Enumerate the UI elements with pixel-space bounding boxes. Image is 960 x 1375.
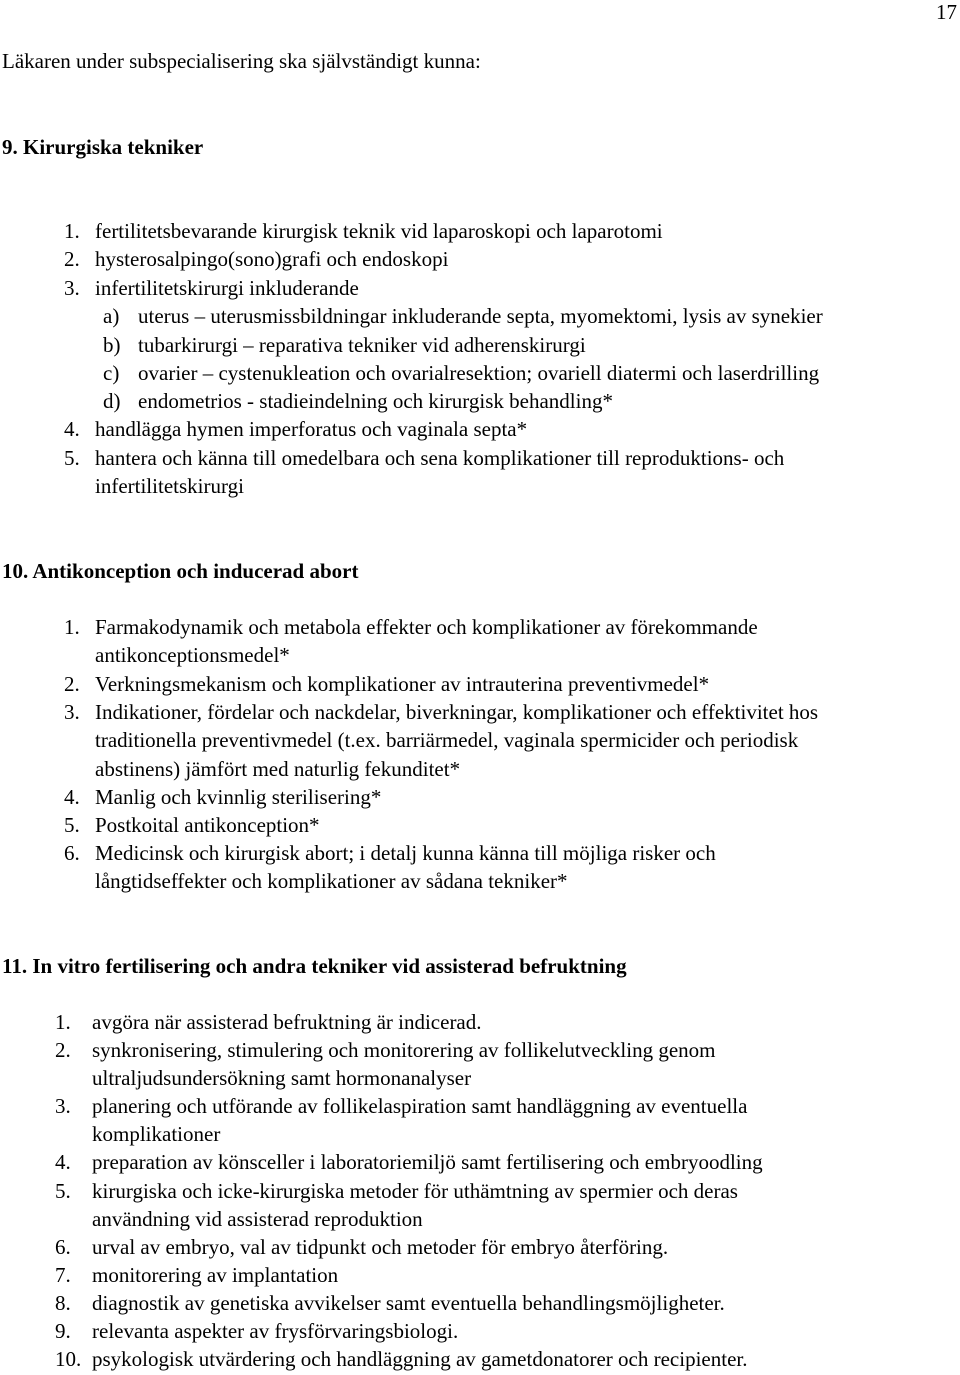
list-item: Indikationer, fördelar och nackdelar, biverkningar, komplikationer och effektivitet hos <box>95 700 819 724</box>
list-item: Medicinsk och kirurgisk abort; i detalj kunna känna till möjliga risker och <box>95 841 716 865</box>
list-item: urval av embryo, val av tidpunkt och metoder för embryo återföring. <box>92 1235 669 1259</box>
sub-item: tubarkirurgi – reparativa tekniker vid adherenskirurgi <box>138 333 586 357</box>
section-heading-9: 9. Kirurgiska tekniker <box>2 135 204 159</box>
section-heading-11: 11. In vitro fertilisering och andra tekniker vid assisterad befruktning <box>2 954 627 978</box>
sub-item: uterus – uterusmissbildningar inkluderande septa, myomektomi, lysis av synekier <box>138 304 823 328</box>
list-item: diagnostik av genetiska avvikelser samt eventuella behandlingsmöjligheter. <box>92 1291 725 1315</box>
list-item-continuation: användning vid assisterad reproduktion <box>92 1207 423 1231</box>
list-item: monitorering av implantation <box>92 1263 339 1287</box>
list-item: hantera och känna till omedelbara och sena komplikationer till reproduktions- och <box>95 446 785 470</box>
list-item-continuation: traditionella preventivmedel (t.ex. barriärmedel, vaginala spermicider och periodisk <box>95 728 799 752</box>
sub-item-letter: d) <box>103 389 121 413</box>
list-item-continuation: ultraljudsundersökning samt hormonanalyser <box>92 1066 472 1090</box>
list-item-number: 9. <box>55 1319 71 1343</box>
list-item-continuation: långtidseffekter och komplikationer av sådana tekniker* <box>95 869 568 893</box>
sub-item-letter: c) <box>103 361 120 385</box>
list-item-continuation: antikonceptionsmedel* <box>95 643 290 667</box>
list-item-number: 5. <box>64 446 80 470</box>
list-item-number: 8. <box>55 1291 71 1315</box>
list-item-number: 6. <box>55 1235 71 1259</box>
list-item: handlägga hymen imperforatus och vaginala septa* <box>95 417 528 441</box>
list-item-number: 4. <box>55 1150 71 1174</box>
list-item-number: 2. <box>64 672 80 696</box>
page-number: 17 <box>936 0 957 24</box>
list-item-continuation: abstinens) jämfört med naturlig fekunditet* <box>95 757 461 781</box>
list-item: fertilitetsbevarande kirurgisk teknik vid laparoskopi och laparotomi <box>95 219 663 243</box>
list-item-number: 3. <box>64 700 80 724</box>
list-item-continuation: komplikationer <box>92 1122 221 1146</box>
list-item-number: 3. <box>64 276 80 300</box>
sub-item: endometrios - stadieindelning och kirurgisk behandling* <box>138 389 613 413</box>
list-item: psykologisk utvärdering och handläggning av gametdonatorer och recipienter. <box>92 1347 748 1371</box>
list-item-number: 6. <box>64 841 80 865</box>
list-item: Manlig och kvinnlig sterilisering* <box>95 785 382 809</box>
sub-item: ovarier – cystenukleation och ovarialresektion; ovariell diatermi och laserdrilling <box>138 361 820 385</box>
list-item-number: 5. <box>64 813 80 837</box>
list-item-number: 4. <box>64 785 80 809</box>
list-item-number: 2. <box>64 247 80 271</box>
list-item-number: 3. <box>55 1094 71 1118</box>
list-item: Postkoital antikonception* <box>95 813 320 837</box>
list-item-number: 10. <box>55 1347 82 1371</box>
list-item-number: 1. <box>64 615 80 639</box>
list-item: synkronisering, stimulering och monitorering av follikelutveckling genom <box>92 1038 716 1062</box>
list-item: kirurgiska och icke-kirurgiska metoder för uthämtning av spermier och deras <box>92 1179 738 1203</box>
list-item-number: 4. <box>64 417 80 441</box>
list-item: relevanta aspekter av frysförvaringsbiologi. <box>92 1319 459 1343</box>
section-heading-10: 10. Antikonception och inducerad abort <box>2 559 359 583</box>
list-item: infertilitetskirurgi inkluderande <box>95 276 359 300</box>
list-item-number: 1. <box>64 219 80 243</box>
sub-item-letter: a) <box>103 304 120 328</box>
list-item: planering och utförande av follikelaspiration samt handläggning av eventuella <box>92 1094 748 1118</box>
intro-line: Läkaren under subspecialisering ska självständigt kunna: <box>2 49 481 73</box>
sub-item-letter: b) <box>103 333 121 357</box>
list-item: Farmakodynamik och metabola effekter och komplikationer av förekommande <box>95 615 758 639</box>
list-item: preparation av könsceller i laboratoriemiljö samt fertilisering och embryoodling <box>92 1150 763 1174</box>
list-item: Verkningsmekanism och komplikationer av intrauterina preventivmedel* <box>95 672 710 696</box>
list-item-number: 2. <box>55 1038 71 1062</box>
list-item-continuation: infertilitetskirurgi <box>95 474 244 498</box>
list-item-number: 7. <box>55 1263 71 1287</box>
list-item: avgöra när assisterad befruktning är indicerad. <box>92 1010 482 1034</box>
list-item-number: 1. <box>55 1010 71 1034</box>
list-item: hysterosalpingo(sono)grafi och endoskopi <box>95 247 449 271</box>
list-item-number: 5. <box>55 1179 71 1203</box>
